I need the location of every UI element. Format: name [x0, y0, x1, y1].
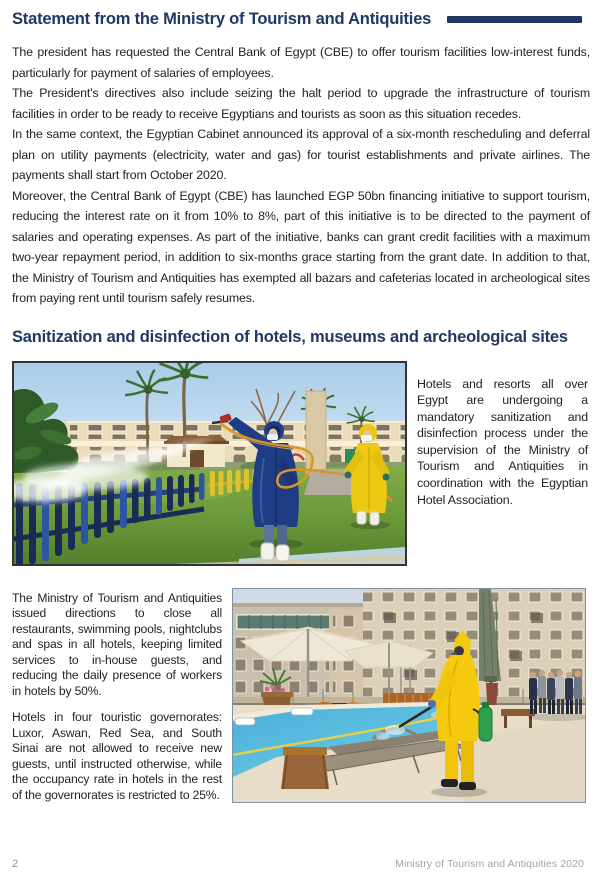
page-number: 2 [12, 858, 19, 870]
statement-header-row [12, 8, 588, 30]
statement-paragraph-1: The president has requested the Central Bank of Egypt (CBE) to offer tourism facilities low-interest funds, particularly for payment of salaries of employees. [12, 45, 590, 80]
statement-paragraph-3: In the same context, the Egyptian Cabinet announced its approval of a six-month rescheduling and deferral plan on utility payments (electricity, water and gas) for tourist establishments and private airlines. The payments shall start from October 2020. [12, 127, 590, 182]
sanitization-row-1 [12, 361, 588, 566]
sanitization-title: Sanitization and disinfection of hotels, museums and archeological sites [12, 327, 568, 346]
sanitization-row-2 [12, 588, 588, 809]
photo-pool-sanitization [232, 588, 586, 803]
pool-sanitization-illustration [233, 589, 585, 802]
footer-credit: Ministry of Tourism and Antiquities 2020 [395, 858, 584, 870]
title-rule-bar [447, 16, 582, 23]
statement-title: Statement from the Ministry of Tourism and Antiquities [12, 10, 432, 28]
section2-text-column [12, 588, 222, 809]
page-footer [12, 858, 584, 870]
section2-paragraph-2: Hotels in four touristic governorates: Luxor, Aswan, Red Sea, and South Sinai are not allowed to receive new guests, until instructed otherwise, while the occupancy rate in hotels in the rest of the governorates is restricted to 25%. [12, 710, 222, 802]
statement-paragraph-4: Moreover, the Central Bank of Egypt (CBE) has launched EGP 50bn financing initiative to support tourism, reducing the interest rate on it from 10% to 8%, part of this initiative is to be directed to the payment of salaries and operating expenses. As part of the initiative, banks can grant credit facilities with a maximum two-year repayment period, in addition to six-months grace starting from the grant date. In addition to that, the Ministry of Tourism and Antiquities has exempted all bazars and cafeterias located in archeological sites from paying rent until tourism safely resumes. [12, 188, 590, 305]
photo1-caption: Hotels and resorts all over Egypt are undergoing a mandatory sanitization and disinfection process under the supervision of the Ministry of Tourism and Antiquities in coordination with the Egyptian Hotel Association. [417, 376, 588, 507]
photo-garden-fence-sanitization [12, 361, 407, 566]
section2-paragraph-1: The Ministry of Tourism and Antiquities issued directions to close all restaurants, swimming pools, nightclubs and spas in all hotels, keeping limited services to in-house guests, and reducing the daily presence of workers in hotels by 50%. [12, 590, 222, 698]
statement-paragraph-2: The President's directives also include seizing the halt period to upgrade the infrastructure of tourism facilities in order to be ready to receive Egyptians and tourists as soon as this situation recedes. [12, 86, 590, 121]
garden-sanitization-illustration [14, 363, 405, 564]
statement-body [12, 42, 590, 309]
